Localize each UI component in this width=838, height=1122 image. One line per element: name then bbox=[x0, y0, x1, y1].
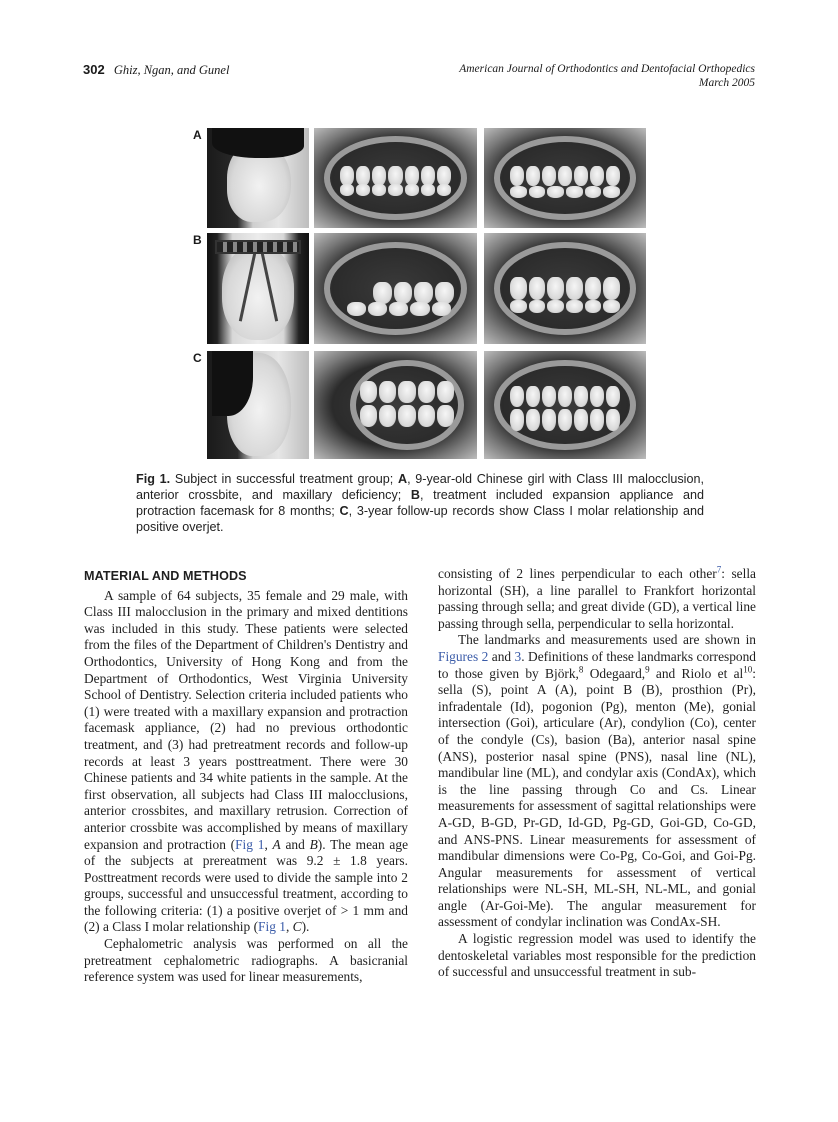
intraoral-lateral-photo bbox=[314, 233, 477, 344]
figure-1 bbox=[190, 128, 650, 460]
figure-row-label: A bbox=[193, 128, 202, 142]
page-number: 302 bbox=[83, 62, 105, 77]
intraoral-frontal-photo bbox=[484, 233, 646, 344]
intraoral-lateral-photo bbox=[314, 128, 477, 228]
figure-link[interactable]: 3 bbox=[514, 648, 522, 664]
figure-row-label: C bbox=[193, 351, 202, 365]
left-column bbox=[84, 566, 408, 986]
figure-row-c bbox=[190, 351, 650, 459]
figure-row-b bbox=[190, 233, 650, 344]
profile-photo bbox=[207, 128, 309, 228]
figure-row-a bbox=[190, 128, 650, 228]
paragraph: The landmarks and measurements used are shown in Figures 2 and 3. Definitions of these landmarks correspond to those given by Björk,$^8$ Odegaard,$^9$ and Riolo et $al^{10}$: sella (S), point A (A), point B (B), prosthion (Pr), infradentale (Id), pogonion (Pg), menton (Me), gonial intersection (Goi), articulare (Ar), condylion (Co), center of the condyle (Cs), basion (Ba), anterior nasal spine (ANS), posterior nasal spine (PNS), nasal line (NL), mandibular line (ML), and condylar axis (CondAx), which is the line passing through Co and Cs. Linear measurements for assessment of sagittal relationships were A-GD, B-GD, Pr-GD, Id-GD, Pg-GD, Goi-GD, Co-GD, and ANS-PNS. Linear measurements for assessment of mandibular dimensions were Co-Pg, Co-Goi, and Goi-Pg. Angular measurements for assessment of vertical relationships were NL-SH, ML-SH, NL-ML, and gonial angle (Ar-Goi-Me). The angular measurement for assessment of condylar inclination was CondAx-SH. bbox=[438, 632, 757, 930]
reference-link[interactable]: 8 bbox=[578, 664, 584, 675]
section-heading: MATERIAL AND METHODS bbox=[84, 569, 247, 583]
profile-photo bbox=[207, 351, 309, 459]
reference-link[interactable]: 10 bbox=[743, 664, 753, 675]
issue-date: March 2005 bbox=[698, 77, 755, 89]
right-column bbox=[438, 566, 756, 981]
journal-title: American Journal of Orthodontics and Dentofacial Orthopedics bbox=[459, 63, 755, 75]
intraoral-lateral-photo bbox=[314, 351, 477, 459]
figure-link[interactable]: Fig 1 bbox=[235, 836, 265, 852]
reference-link[interactable]: 7 bbox=[716, 564, 722, 575]
running-head-authors: Ghiz, Ngan, and Gunel bbox=[113, 63, 230, 77]
paragraph: A logistic regression model was used to identify the dentoskeletal variables most responsible for the prediction of successful and unsuccessful treatment in sub- bbox=[438, 931, 756, 980]
figure-caption: Fig 1. Subject in successful treatment group; A, 9-year-old Chinese girl with Class III malocclusion, anterior crossbite, and maxillary deficiency; B, treatment included expansion appliance and protraction facemask for 8 months; C, 3-year follow-up records show Class I molar relationship and positive overjet. bbox=[136, 472, 704, 534]
reference-link[interactable]: 9 bbox=[645, 664, 650, 675]
intraoral-frontal-photo bbox=[484, 128, 646, 228]
paragraph: Cephalometric analysis was performed on all the pretreatment cephalometric radiographs. A basicranial reference system was used for linear measurements, bbox=[84, 936, 408, 985]
intraoral-frontal-photo bbox=[484, 351, 646, 459]
paragraph: consisting of 2 lines perpendicular to each other$^7$: sella horizontal (SH), a line parallel to Frankfort horizontal passing through sella; and great divide (GD), a vertical line passing through sella, perpendicular to sella horizontal. bbox=[438, 564, 757, 631]
figure-row-label: B bbox=[193, 233, 202, 247]
figure-link[interactable]: Fig 1 bbox=[258, 919, 286, 935]
paragraph: A sample of 64 subjects, 35 female and 29 male, with Class III malocclusion in the primary and mixed dentitions was included in this study. These patients were selected from the files of the Department of Children's Dentistry and Orthodontics, University of Hong Kong and from the Department of Orthodontics, West Virginia University School of Dentistry. Selection criteria included patients who (1) were treated with a maxillary expansion and protraction facemask appliance, (2) had no previous orthodontic treatment, and (3) had pretreatment records and follow-up records at least 3 years posttreatment. There were 30 Chinese patients and 34 white patients in the sample. At the first observation, all subjects had Class III malocclusions, anterior crossbites, and maxillary retrusion. Correction of anterior crossbite was accomplished by means of maxillary expansion and protraction (Fig 1, A and B). The mean age of the subjects at prereatment was 9.2 ± 1.8 years. Posttreatment records were used to divide the sample into 2 groups, successful and unsuccessful treatment, according to the following criteria: (1) a positive overjet of > 1 mm and (2) a Class I molar relationship (Fig 1, C). bbox=[84, 587, 409, 935]
figure-label: Fig 1. bbox=[136, 472, 171, 486]
running-head-left bbox=[83, 62, 229, 78]
frontal-photo-facemask bbox=[207, 233, 309, 344]
running-head bbox=[83, 62, 755, 92]
running-head-right bbox=[459, 62, 755, 90]
figure-link[interactable]: Figures 2 bbox=[438, 648, 489, 664]
